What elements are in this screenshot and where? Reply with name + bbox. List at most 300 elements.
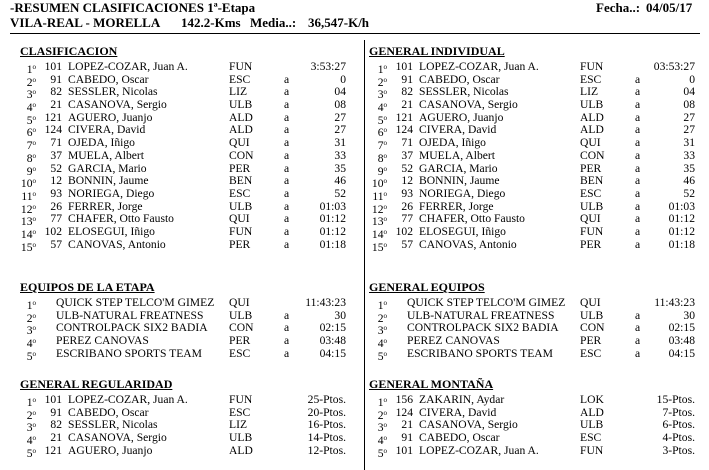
gap-marker: a (284, 308, 290, 322)
position-number: 12 (20, 202, 33, 216)
position-ordinal: o (32, 446, 36, 455)
table-row (365, 394, 695, 407)
position-ordinal: o (32, 113, 36, 122)
table-row (365, 212, 695, 229)
rider-name: FERRER, Jorge (68, 199, 143, 213)
time-value: 3-Ptos. (662, 443, 695, 457)
dorsal-number: 37 (50, 148, 62, 162)
general-individual-title: GENERAL INDIVIDUAL (369, 44, 505, 58)
time-value: 01:18 (319, 237, 346, 251)
gap-marker: a (284, 136, 290, 150)
general-equipos-table (365, 296, 695, 363)
team-code: ULB (229, 308, 253, 322)
dorsal-number: 82 (401, 85, 413, 99)
table-row (365, 98, 695, 115)
dorsal-number: 91 (50, 405, 62, 419)
position-ordinal: o (383, 446, 387, 455)
position-number: 3 (377, 324, 384, 338)
position-number: 2 (377, 75, 384, 89)
position-ordinal: o (32, 151, 36, 160)
rider-name: CABEDO, Oscar (68, 72, 149, 86)
position-ordinal: o (383, 139, 387, 148)
table-row (14, 297, 346, 310)
position-ordinal: o (32, 126, 36, 135)
dorsal-number: 121 (44, 110, 62, 124)
gap-marker: a (635, 72, 641, 86)
table-row (365, 123, 695, 140)
team-code: ESC (580, 186, 602, 200)
position-number: 2 (377, 408, 384, 422)
team-code: BEN (580, 174, 604, 188)
route: VILA-REAL - MORELLA (10, 15, 161, 30)
general-regularidad-title: GENERAL REGULARIDAD (20, 377, 173, 391)
rider-name: ZAKARIN, Aydar (419, 393, 505, 406)
gap-marker: a (284, 199, 290, 213)
gap-marker: a (635, 321, 641, 335)
gap-marker: a (284, 212, 290, 226)
team-code: ULB (580, 98, 604, 112)
gap-marker: a (635, 346, 641, 360)
dorsal-number: 26 (50, 199, 62, 213)
gap-marker: a (284, 123, 290, 137)
position-number: 1 (377, 396, 384, 409)
position-ordinal: o (32, 299, 36, 307)
rider-name: SESSLER, Nicolas (419, 85, 509, 99)
table-row (365, 163, 695, 176)
time-value: 04:15 (668, 346, 695, 360)
position-ordinal: o (383, 202, 387, 211)
gap-marker: a (635, 161, 641, 175)
rider-name: AGUERO, Juanjo (68, 443, 153, 457)
dorsal-number: 71 (401, 136, 413, 150)
dorsal-number: 93 (401, 186, 413, 200)
time-value: 52 (334, 186, 346, 200)
position-number: 5 (377, 349, 384, 363)
gap-marker: a (284, 334, 290, 348)
team-code: CON (229, 321, 254, 335)
clasificacion-title: CLASIFICACION (20, 44, 118, 58)
dorsal-number: 82 (50, 85, 62, 99)
team-code: ESC (580, 431, 602, 445)
position-ordinal: o (32, 311, 36, 320)
table-row (14, 136, 346, 153)
team-code: CON (580, 321, 605, 335)
position-ordinal: o (383, 240, 387, 249)
rider-name: CIVERA, David (419, 123, 497, 137)
table-row (14, 188, 346, 201)
team-code: FUN (229, 60, 253, 73)
rider-name: OJEDA, Iñigo (419, 136, 486, 150)
table-row (14, 61, 346, 74)
dorsal-number: 101 (395, 443, 413, 457)
table-row (365, 445, 695, 458)
time-value: 0 (689, 72, 695, 86)
position-number: 4 (377, 101, 384, 115)
gap-marker: a (635, 123, 641, 137)
time-value: 03:53:27 (653, 60, 695, 73)
table-row (14, 431, 346, 448)
time-value: 52 (683, 186, 695, 200)
team-code: LIZ (229, 418, 248, 432)
dorsal-number: 77 (401, 212, 413, 226)
gap-marker: a (635, 199, 641, 213)
rider-name: CASANOVA, Sergio (419, 418, 518, 432)
team-code: LOK (580, 393, 604, 406)
position-ordinal: o (383, 434, 387, 443)
time-value: 04 (683, 85, 695, 99)
rider-name: MUELA, Albert (68, 148, 144, 162)
position-number: 3 (26, 421, 33, 435)
position-number: 14 (371, 227, 384, 241)
position-number: 1 (377, 299, 384, 312)
position-ordinal: o (383, 113, 387, 122)
gap-marker: a (284, 148, 290, 162)
table-row (14, 226, 346, 239)
position-number: 14 (20, 227, 33, 241)
rider-name: OJEDA, Iñigo (68, 136, 135, 150)
team-code: ULB (229, 98, 253, 112)
position-number: 6 (377, 126, 384, 140)
equipos-etapa-title: EQUIPOS DE LA ETAPA (20, 280, 155, 294)
dorsal-number: 124 (395, 123, 413, 137)
rider-name: CANOVAS, Antonio (68, 237, 166, 251)
team-code: ULB (229, 199, 253, 213)
table-row (365, 61, 695, 74)
position-ordinal: o (383, 126, 387, 135)
position-ordinal: o (32, 215, 36, 224)
team-code: PER (229, 334, 251, 348)
table-row (14, 239, 346, 252)
gap-marker: a (284, 72, 290, 86)
distance: 142.2-Kms (181, 15, 241, 30)
position-number: 12 (371, 202, 384, 216)
position-ordinal: o (32, 189, 36, 198)
position-ordinal: o (383, 215, 387, 224)
table-row (14, 174, 346, 191)
time-value: 01:18 (668, 237, 695, 251)
rider-name: LOPEZ-COZAR, Juan A. (419, 443, 539, 457)
rider-name: LOPEZ-COZAR, Juan A. (68, 393, 188, 406)
table-row (365, 136, 695, 153)
dorsal-number: 101 (395, 60, 413, 73)
table-row (365, 174, 695, 191)
dorsal-number: 121 (44, 443, 62, 457)
team-code: PER (229, 237, 251, 251)
rider-name: LOPEZ-COZAR, Juan A. (68, 60, 188, 73)
dorsal-number: 124 (395, 405, 413, 419)
dorsal-number: 77 (50, 212, 62, 226)
position (14, 445, 36, 461)
date-label: Fecha..: (596, 0, 641, 15)
dorsal-number: 121 (395, 110, 413, 124)
clasificacion-table (14, 60, 346, 254)
general-equipos-title: GENERAL EQUIPOS (369, 280, 485, 294)
rider-name: CASANOVA, Sergio (68, 431, 167, 445)
gap-marker: a (635, 110, 641, 124)
time-value: 46 (334, 174, 346, 188)
table-row (365, 418, 695, 435)
team-code: FUN (229, 393, 253, 406)
table-row (14, 112, 346, 125)
position-ordinal: o (32, 227, 36, 236)
gap-marker: a (284, 346, 290, 360)
rider-name: AGUERO, Juanjo (419, 110, 504, 124)
position-number: 2 (26, 75, 33, 89)
time-value: 3:53:27 (310, 60, 346, 73)
rider-name: LOPEZ-COZAR, Juan A. (419, 60, 539, 73)
position-number: 3 (377, 88, 384, 102)
position-number: 9 (377, 164, 384, 178)
position-number: 5 (377, 446, 384, 460)
report-title: -RESUMEN CLASIFICACIONES 1ª-Etapa (10, 0, 256, 15)
media-label: Media..: (250, 15, 297, 30)
position-ordinal: o (383, 421, 387, 430)
position-ordinal: o (383, 311, 387, 320)
table-row (365, 112, 695, 125)
position-number: 3 (26, 324, 33, 338)
time-value: 31 (334, 136, 346, 150)
header-divider (10, 33, 700, 34)
rider-name: NORIEGA, Diego (419, 186, 506, 200)
rider-name: CHAFER, Otto Fausto (419, 212, 525, 226)
team-code: FUN (580, 60, 604, 73)
dorsal-number: 93 (50, 186, 62, 200)
team-code: PER (580, 334, 602, 348)
team-code: ESC (580, 346, 602, 360)
gap-marker: a (635, 212, 641, 226)
time-value: 04:15 (319, 346, 346, 360)
position-number: 5 (26, 113, 33, 127)
dorsal-number: 52 (401, 161, 413, 175)
dorsal-number: 82 (50, 418, 62, 432)
position-ordinal: o (383, 349, 387, 358)
position-number: 4 (377, 434, 384, 448)
rider-name: BONNIN, Jaume (68, 174, 149, 188)
rider-name: CABEDO, Oscar (419, 72, 500, 86)
time-value: 27 (334, 123, 346, 137)
time-value: 27 (334, 110, 346, 124)
time-value: 35 (334, 161, 346, 175)
position-number: 4 (377, 337, 384, 351)
team-name: QUICK STEP TELCO'M GIMEZ (56, 296, 215, 309)
position-ordinal: o (32, 63, 36, 71)
position-number: 2 (26, 311, 33, 325)
team-code: QUI (229, 136, 250, 150)
team-code: LIZ (580, 85, 599, 99)
dorsal-number: 26 (401, 199, 413, 213)
time-value: 12-Ptos. (307, 443, 346, 457)
table-row (365, 239, 695, 252)
dorsal-number: 102 (395, 224, 413, 238)
table-row (14, 163, 346, 176)
team-code: QUI (229, 212, 250, 226)
team-code: ALD (580, 123, 604, 137)
position-ordinal: o (383, 177, 387, 186)
rider-name: GARCIA, Mario (68, 161, 147, 175)
table-row (14, 407, 346, 420)
position-number: 2 (26, 408, 33, 422)
position-number: 4 (26, 337, 33, 351)
table-row (365, 297, 695, 310)
position-number: 1 (26, 396, 33, 409)
gap-marker: a (284, 237, 290, 251)
rider-name: CANOVAS, Antonio (419, 237, 517, 251)
table-row (365, 150, 695, 163)
position-ordinal: o (32, 101, 36, 110)
team-code: LIZ (229, 85, 248, 99)
rider-name: AGUERO, Juanjo (68, 110, 153, 124)
position-number: 7 (377, 139, 384, 153)
dorsal-number: 102 (44, 224, 62, 238)
time-value: 25-Ptos. (307, 393, 346, 406)
time-value: 08 (683, 98, 695, 112)
time-value: 15-Ptos. (656, 393, 695, 406)
table-row (14, 334, 346, 351)
general-regularidad-table (14, 393, 346, 460)
dorsal-number: 91 (50, 72, 62, 86)
time-value: 7-Ptos. (662, 405, 695, 419)
gap-marker: a (284, 186, 290, 200)
time-value: 14-Ptos. (307, 431, 346, 445)
dorsal-number: 21 (401, 418, 413, 432)
position-ordinal: o (32, 324, 36, 333)
team-name: ESCRIBANO SPORTS TEAM (407, 346, 553, 360)
team-code: PER (580, 237, 602, 251)
position-ordinal: o (32, 434, 36, 443)
gap-marker: a (284, 98, 290, 112)
position-number: 8 (377, 151, 384, 165)
time-value: 33 (334, 148, 346, 162)
position-number: 3 (377, 421, 384, 435)
team-name: ULB-NATURAL FREATNESS (407, 308, 555, 322)
team-code: FUN (580, 224, 604, 238)
position-ordinal: o (383, 164, 387, 173)
gap-marker: a (635, 85, 641, 99)
team-name: QUICK STEP TELCO'M GIMEZ (407, 296, 566, 309)
position-number: 4 (26, 101, 33, 115)
rider-name: NORIEGA, Diego (68, 186, 155, 200)
time-value: 27 (683, 123, 695, 137)
time-value: 01:12 (668, 212, 695, 226)
time-value: 16-Ptos. (307, 418, 346, 432)
position-ordinal: o (32, 164, 36, 173)
dorsal-number: 101 (44, 60, 62, 73)
position-ordinal: o (383, 227, 387, 236)
dorsal-number: 12 (401, 174, 413, 188)
general-individual-table (365, 60, 695, 254)
position-number: 8 (26, 151, 33, 165)
position-ordinal: o (32, 202, 36, 211)
time-value: 01:12 (319, 224, 346, 238)
team-name: ULB-NATURAL FREATNESS (56, 308, 204, 322)
time-value: 11:43:23 (654, 296, 695, 309)
time-value: 20-Ptos. (307, 405, 346, 419)
time-value: 4-Ptos. (662, 431, 695, 445)
time-value: 35 (683, 161, 695, 175)
position (365, 445, 387, 461)
position (365, 239, 387, 255)
table-row (365, 85, 695, 102)
rider-name: BONNIN, Jaume (419, 174, 500, 188)
position-ordinal: o (383, 324, 387, 333)
rider-name: ELOSEGUI, Iñigo (68, 224, 155, 238)
rider-name: CABEDO, Oscar (68, 405, 149, 419)
gap-marker: a (284, 224, 290, 238)
team-code: ESC (229, 72, 251, 86)
gap-marker: a (284, 161, 290, 175)
rider-name: CASANOVA, Sergio (419, 98, 518, 112)
gap-marker: a (635, 186, 641, 200)
team-code: QUI (229, 296, 250, 309)
table-row (365, 431, 695, 448)
position-ordinal: o (383, 337, 387, 346)
team-code: ESC (229, 186, 251, 200)
time-value: 30 (334, 308, 346, 322)
position (14, 239, 36, 255)
general-montana-table (365, 393, 695, 460)
position-number: 1 (26, 63, 33, 76)
dorsal-number: 21 (50, 98, 62, 112)
time-value: 31 (683, 136, 695, 150)
position-ordinal: o (383, 63, 387, 71)
team-code: QUI (580, 296, 601, 309)
gap-marker: a (635, 237, 641, 251)
dorsal-number: 91 (401, 431, 413, 445)
position-ordinal: o (32, 349, 36, 358)
dorsal-number: 57 (50, 237, 62, 251)
time-value: 01:03 (319, 199, 346, 213)
position-ordinal: o (383, 299, 387, 307)
team-code: ULB (580, 308, 604, 322)
table-row (14, 85, 346, 102)
table-row (14, 123, 346, 140)
time-value: 02:15 (668, 321, 695, 335)
rider-name: CASANOVA, Sergio (68, 98, 167, 112)
time-value: 01:12 (319, 212, 346, 226)
position-number: 9 (26, 164, 33, 178)
table-row (365, 334, 695, 351)
position-ordinal: o (383, 396, 387, 404)
team-code: ESC (229, 405, 251, 419)
position-number: 15 (20, 240, 33, 254)
team-code: PER (580, 161, 602, 175)
dorsal-number: 21 (401, 98, 413, 112)
dorsal-number: 71 (50, 136, 62, 150)
position-ordinal: o (383, 75, 387, 84)
position-number: 6 (26, 126, 33, 140)
rider-name: FERRER, Jorge (419, 199, 494, 213)
position-number: 15 (371, 240, 384, 254)
team-code: ULB (580, 199, 604, 213)
team-name: PEREZ CANOVAS (56, 334, 149, 348)
table-row (365, 226, 695, 239)
dorsal-number: 156 (395, 393, 413, 406)
position-ordinal: o (383, 408, 387, 417)
team-code: CON (580, 148, 605, 162)
rider-name: SESSLER, Nicolas (68, 418, 158, 432)
position-number: 4 (26, 434, 33, 448)
position-number: 5 (26, 349, 33, 363)
time-value: 27 (683, 110, 695, 124)
position-ordinal: o (32, 139, 36, 148)
position-ordinal: o (32, 88, 36, 97)
time-value: 03:48 (668, 334, 695, 348)
team-code: BEN (229, 174, 253, 188)
equipos-etapa-table (14, 296, 346, 363)
position-ordinal: o (32, 240, 36, 249)
rider-name: CIVERA, David (419, 405, 497, 419)
gap-marker: a (635, 98, 641, 112)
